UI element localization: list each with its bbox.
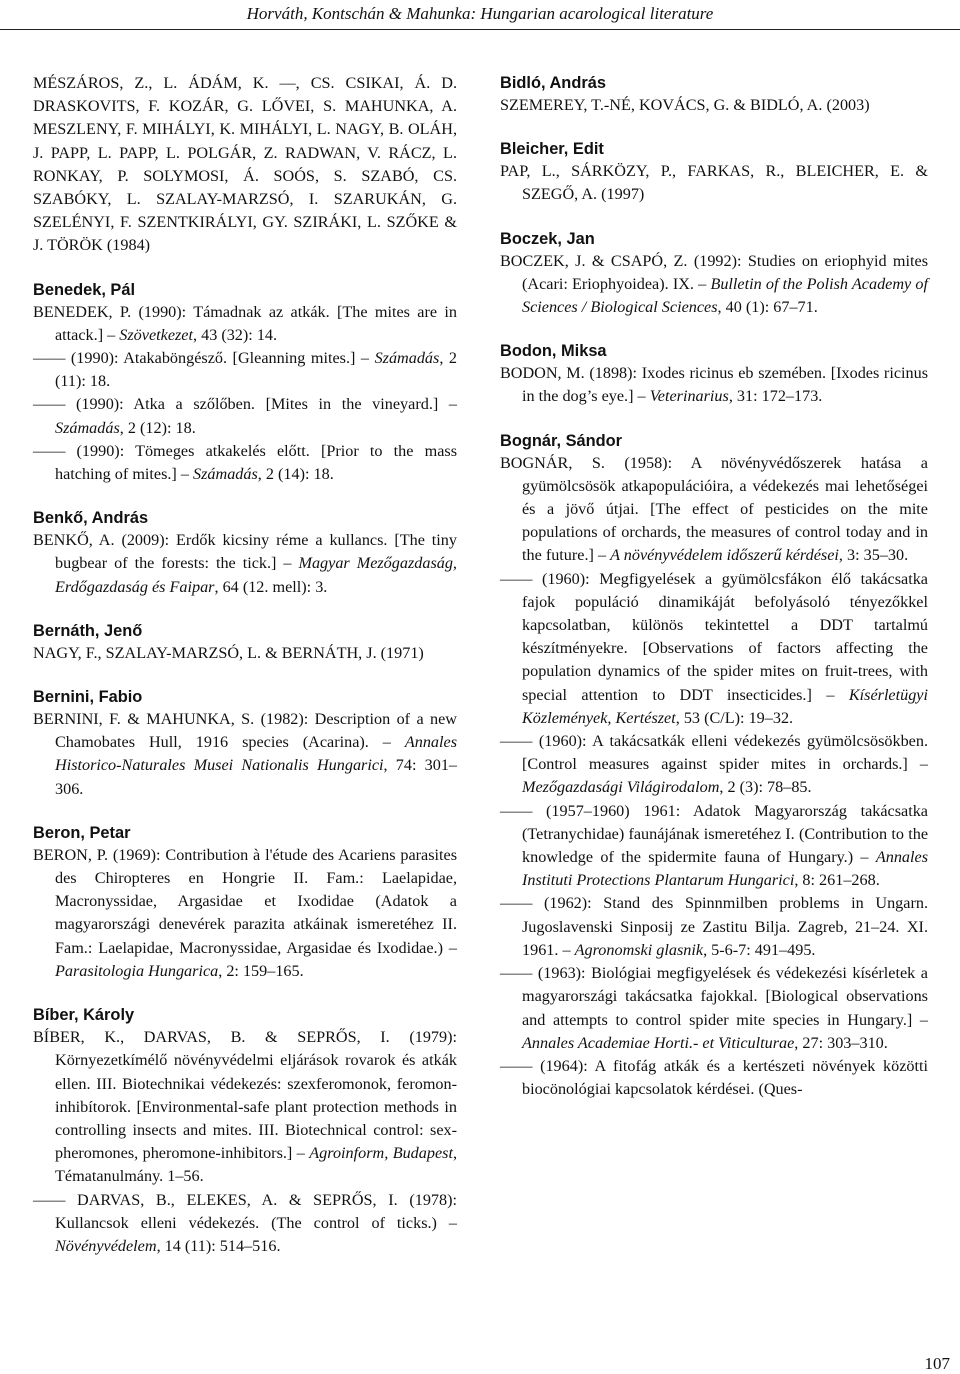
bibliography-entry [500,340,928,408]
reference-journal: Agronomski glasnik [574,940,704,959]
reference-authors: —— [500,1056,533,1075]
author-heading: Bíber, Károly [33,1006,135,1025]
reference-authors: —— [33,349,66,368]
reference-authors: BENEDEK, P. [33,302,132,321]
reference-journal: Növényvédelem [55,1236,157,1255]
reference-volume: , 64 (12. mell): 3. [214,577,328,596]
reference [500,1055,928,1101]
bibliography-entry [33,822,457,983]
reference-volume: , 2 (11): 18. [55,349,457,391]
reference-title: (1969): Contribution à l'étude des Acariens parasites des Chiropteres en Hongrie II. Fam.: Laelapidae, Macronyssidae, Argasidae et Ixodidae (Adatok a magyarországi denevérek parazita atkáinak ismeretéhez II. Fam.: Laelapidae, Macronyssidae, Argasidae és Ixodidae.) – [55,845,457,957]
bibliography-entry [33,507,457,599]
reference [33,347,457,393]
reference-title: (1979): Környezetkímélő növényvédelmi eljárások rovarok és atkák ellen. III. Biotechnikai védekezés: szexferomonok, feromon-inhibítorok. [Environmental-safe plant protection methods in controlling insects and mites. III. Biotechnical control: sex-pheromones, pheromone-inhibitors.] – [55,1028,458,1163]
bibliography-entry [500,430,928,1102]
left-entries [33,279,457,1259]
reference-journal: Magyar Mezőgazdaság, Erdőgazdaság és Faipar [55,554,457,596]
reference-title: (2009): Erdők kicsiny réme a kullancs. [The tiny bugbear of the forests: the tick.] – [55,531,457,573]
reference-volume: , 40 (1): 67–71. [717,298,818,317]
reference-volume: , Tématanulmány. 1–56. [55,1144,457,1186]
reference-title: (1958): A növényvédőszerek hatása a gyümölcsösök atkapopulációira, a védekezés mai lehetőségei és a jövő útjai. [The effect of pesticides on the mite populations of orchards, the measures of control today and in the future.] – [522,453,928,565]
running-head: Horváth, Kontschán & Mahunka: Hungarian acarological literature [246,4,714,23]
reference-journal: Veterinarius [649,387,729,406]
bibliography-entry [33,686,457,801]
bibliography-entry [33,1004,457,1258]
reference-authors: BERNINI, F. & MAHUNKA, S. [33,710,255,729]
reference-authors: —— [500,801,533,820]
reference-title: (1997) [597,185,645,204]
reference-authors: —— DARVAS, B., ELEKES, A. & SEPRŐS, I. [33,1190,398,1209]
reference-volume: , 2 (14): 18. [257,465,334,484]
reference-journal: Számadás [55,418,120,437]
reference-title: (1990): Tömeges atkakelés előtt. [Prior to the mass hatching of mites.] – [55,441,457,484]
reference [33,393,457,439]
reference-volume: , 43 (32): 14. [193,325,278,344]
reference-journal: Bulletin of the Polish Academy of Sciences / Biological Sciences [522,274,928,317]
author-heading: Benkő, András [33,509,149,528]
reference-journal: Agroinform, Budapest [309,1144,453,1163]
reference-authors: BOCZEK, J. & CSAPÓ, Z. [500,251,688,270]
bibliography-entry [500,138,928,206]
reference-volume: , 31: 172–173. [728,387,823,406]
reference-journal: Kísérletügyi Közlemények, Kertészet [522,685,928,727]
reference-volume: , 2 (12): 18. [119,418,196,437]
reference-title: (1960): A takácsatkák elleni védekezés gyümölcsösökben. [Control measures against spider mites in orchards.] – [522,732,928,774]
reference [500,962,928,1055]
reference-authors: NAGY, F., SZALAY-MARZSÓ, L. & BERNÁTH, J. [33,643,377,662]
reference-title: (1957–1960) 1961: Adatok Magyarország takácsatka (Tetranychidae) faunájának ismeretéhez I. (Contribution to the knowledge of the spidermite fauna of Hungary.) – [522,801,928,867]
right-entries [500,72,928,1101]
left-column [33,72,457,1279]
reference-authors: —— [500,732,533,751]
header-rule [0,29,960,30]
reference-volume: , 27: 303–310. [794,1033,888,1052]
reference [33,301,457,347]
reference-journal: Szövetkezet [119,325,193,344]
reference-authors: BERON, P. [33,845,109,864]
reference [500,362,928,408]
reference-authors: BENKŐ, A. [33,531,115,550]
reference-title: (1964): A fitofág atkák és a kertészeti növények közötti biocönológiai kapcsolatok kérdései. (Ques- [522,1056,928,1099]
reference-volume: , 5-6-7: 491–495. [703,940,816,959]
reference-title: (1963): Biológiai megfigyelések és védekezési kísérletek a magyarországi takácsatka fajokkal. [Biological observations and attempts to control spider mite species in Hungary.] – [522,964,928,1029]
reference-volume: , 2: 159–165. [218,961,304,980]
reference [500,892,928,962]
reference-volume: , 14 (11): 514–516. [156,1236,281,1255]
reference-title: (1978): Kullancsok elleni védekezés. (The control of ticks.) – [55,1190,457,1232]
reference-authors: —— [500,894,533,913]
author-heading: Bernini, Fabio [33,688,143,707]
reference [33,708,457,801]
bibliography-entry [500,228,928,320]
reference-authors: PAP, L., SÁRKÖZY, P., FARKAS, R., BLEICHER, E. & SZEGŐ, A. [500,162,928,204]
reference-journal: A növényvédelem időszerű kérdései [610,546,839,565]
page-number: 107 [924,1354,950,1373]
reference-journal: Annales Academiae Horti.- et Viticulturae [522,1033,795,1052]
reference-volume: , 74: 301–306. [55,756,458,798]
reference-journal: Parasitologia Hungarica [55,961,219,980]
reference-title: (2003) [822,96,870,114]
reference-title: (1898): Ixodes ricinus eb szemében. [Ixodes ricinus in the dog’s eye.] – [522,364,928,406]
reference-title: (1990): Támadnak az atkák. [The mites are in attack.] – [55,302,457,344]
author-heading: Bleicher, Edit [500,140,604,159]
reference-title: (1982): Description of a new Chamobates Hull, 1916 species (Acarina). – [55,710,457,752]
reference-authors: —— [500,569,533,588]
reference-authors: —— [33,395,66,414]
reference [33,1189,457,1259]
reference [500,730,928,800]
reference [33,642,457,665]
reference-title: (1960): Megfigyelések a gyümölcsfákon élő takácsatka fajok populáció dinamikáját befolyásoló tényezőkkel kapcsolatban, különös tekintettel a DDT tartalmú készítményekre. [Observations of factors affecting the population dynamics of the spider mites on fruit-trees, with special attention to DDT insecticides.] – [522,569,928,704]
reference-volume: , 53 (C/L): 19–32. [675,708,794,727]
reference [33,1026,457,1188]
reference-authors: BODON, M. [500,364,585,383]
reference [500,160,928,206]
continued-author-list [33,72,457,258]
reference-volume: , 3: 35–30. [838,546,909,565]
reference-title: (1992): Studies on eriophyid mites (Acari: Eriophyoidea). IX. – [522,251,928,293]
reference [500,452,928,568]
reference-journal: Annales Historico-Naturales Musei Nationalis Hungarici [55,733,457,775]
reference-authors: SZEMEREY, T.-NÉ, KOVÁCS, G. & BIDLÓ, A. [500,96,823,114]
continued-author-list-text: MÉSZÁROS, Z., L. ÁDÁM, K. —, CS. CSIKAI, Á. D. DRASKOVITS, F. KOZÁR, G. LŐVEI, S. MAHUNKA, A. MESZLENY, F. MIHÁLYI, K. MIHÁLYI, L. NAGY, B. OLÁH, J. PAPP, L. PAPP, L. POLGÁR, Z. RADWAN, V. RÁCZ, L. RONKAY, P. SOLYMOSI, Á. SOÓS, S. SZABÓ, CS. SZABÓKY, L. SZALAY-MARZSÓ, I. SZARUKÁN, G. SZELÉNYI, F. SZENTKIRÁLYI, GY. SZIRÁKI, L. SZŐKE & J. TÖRÖK (1984) [33,74,457,255]
reference [500,94,928,117]
reference-title: (1990): Atka a szőlőben. [Mites in the vineyard.] – [65,395,457,414]
author-heading: Benedek, Pál [33,280,136,299]
bibliography-entry [500,72,928,117]
bibliography-entry [33,620,457,665]
reference-authors: BÍBER, K., DARVAS, B. & SEPRŐS, I. [33,1028,390,1047]
reference [33,440,457,486]
reference-volume: , 2 (3): 78–85. [719,778,812,797]
reference [33,844,457,983]
reference-journal: Annales Instituti Protections Plantarum Hungarici [522,848,928,890]
reference-authors: —— [500,964,533,983]
author-heading: Boczek, Jan [500,229,595,248]
reference-journal: Mezőgazdasági Világirodalom [522,778,720,797]
reference-journal: Számadás [374,349,440,368]
author-heading: Bernáth, Jenő [33,621,143,640]
reference [500,800,928,893]
reference-volume: , 8: 261–268. [794,871,880,890]
reference [500,568,928,730]
author-heading: Bodon, Miksa [500,342,607,361]
author-heading: Beron, Petar [33,823,131,842]
right-column [500,72,928,1122]
reference-title: (1962): Stand des Spinnmilben problems in Ungarn. Jugoslavenski Sinposij ze Zastitu Bilja. Zagreb, 21–24. XI. 1961. – [522,894,928,959]
author-heading: Bidló, András [500,74,606,92]
reference-title: (1990): Atakaböngésző. [Gleanning mites.] – [65,349,375,368]
bibliography-entry [33,279,457,487]
reference-title: (1971) [376,643,424,662]
reference-journal: Számadás [193,465,258,484]
reference [33,529,457,599]
author-heading: Bognár, Sándor [500,431,623,450]
reference-authors: —— [33,441,66,460]
reference-authors: BOGNÁR, S. [500,453,605,472]
reference [500,250,928,320]
